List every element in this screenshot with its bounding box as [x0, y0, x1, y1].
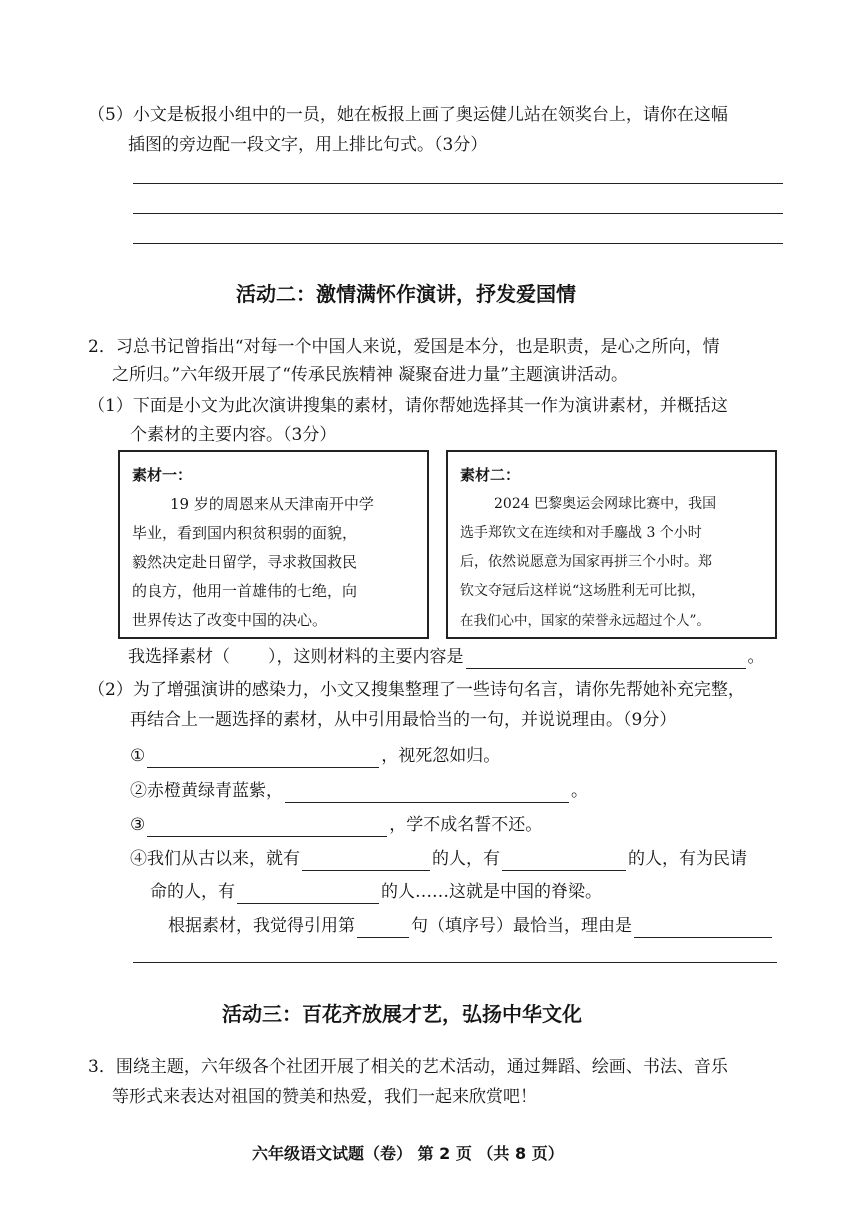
- activity2-title: 活动二：激情满怀作演讲，抒发爱国情: [236, 282, 576, 306]
- item1-blank[interactable]: [147, 749, 379, 768]
- q5-line2: 插图的旁边配一段文字，用上排比句式。（3分）: [128, 135, 488, 155]
- item4-text-a: ④我们从古以来，就有: [130, 849, 300, 869]
- reason-row: [168, 914, 774, 938]
- item3-tail: ，学不成名誓不还。: [389, 815, 543, 835]
- q2-line2: 之所归。”六年级开展了“传承民族精神 凝聚奋进力量”主题演讲活动。: [112, 365, 628, 385]
- choose-text-a: 我选择素材（: [128, 647, 230, 667]
- material2-line: 2024 巴黎奥运会网球比赛中，我国: [494, 496, 717, 512]
- material1-line: 的良方，他用一首雄伟的七绝，向: [132, 582, 358, 600]
- main-content-blank[interactable]: [466, 650, 746, 669]
- material1-box: [118, 450, 429, 639]
- item2-blank[interactable]: [285, 784, 569, 803]
- poem-item-4: [130, 847, 747, 871]
- q2-part1-line2: 个素材的主要内容。（3分）: [130, 425, 337, 445]
- reason-blank-1[interactable]: [634, 919, 772, 938]
- sentence-number-blank[interactable]: [357, 919, 409, 938]
- material1-line: 世界传达了改变中国的决心。: [132, 611, 328, 629]
- q2-part2-line1: （2）为了增强演讲的感染力，小文又搜集整理了一些诗句名言，请你先帮她补充完整，: [88, 680, 745, 700]
- q5-answer-line-3[interactable]: [133, 243, 783, 244]
- q3-line1: 3．围绕主题，六年级各个社团开展了相关的艺术活动，通过舞蹈、绘画、书法、音乐: [88, 1057, 728, 1077]
- q5-answer-line-1[interactable]: [133, 183, 783, 184]
- material1-line: 毕业，看到国内积贫积弱的面貌，: [132, 524, 358, 542]
- item4-text-b: 的人，有: [432, 849, 500, 869]
- item3-blank[interactable]: [147, 818, 387, 837]
- q3-line2: 等形式来表达对祖国的赞美和热爱，我们一起来欣赏吧！: [112, 1087, 537, 1107]
- item4-text-e: 的人……这就是中国的脊梁。: [381, 882, 602, 902]
- choose-text-b: ），这则材料的主要内容是: [268, 647, 464, 667]
- activity3-title: 活动三：百花齐放展才艺，弘扬中华文化: [222, 1002, 582, 1026]
- material2-line: 选手郑钦文在连续和对手鏖战 3 个小时: [460, 525, 702, 541]
- poem-item-4-cont: [150, 880, 602, 904]
- poem-item-3: [130, 813, 542, 837]
- reason-text-a: 根据素材，我觉得引用第: [168, 916, 355, 936]
- reason-text-b: 句（填序号）最恰当，理由是: [411, 916, 632, 936]
- choose-material-row: [128, 645, 765, 669]
- item4-text-c: 的人，有为民请: [628, 849, 747, 869]
- material1-line: 毅然决定赴日留学，寻求救国救民: [132, 553, 358, 571]
- q2-line1: 2．习总书记曾指出“对每一个中国人来说，爱国是本分，也是职责，是心之所向，情: [88, 337, 720, 357]
- poem-item-2: [130, 779, 588, 803]
- item4-blank-1[interactable]: [302, 852, 430, 871]
- item1-number: ①: [130, 746, 146, 766]
- choose-end: 。: [747, 647, 765, 667]
- material1-line: 19 岁的周恩来从天津南开中学: [170, 495, 374, 513]
- q5-line1: （5）小文是板报小组中的一员，她在板报上画了奥运健儿站在领奖台上，请你在这幅: [88, 105, 728, 125]
- item1-tail: ，视死忽如归。: [381, 746, 501, 766]
- item4-text-d: 命的人，有: [150, 882, 235, 902]
- item4-blank-3[interactable]: [237, 885, 379, 904]
- material1-title: 素材一：: [132, 466, 193, 484]
- item2-head: ②赤橙黄绿青蓝紫，: [130, 781, 283, 801]
- material2-line: 钦文夺冠后这样说“这场胜利无可比拟，: [460, 583, 706, 599]
- q5-answer-line-2[interactable]: [133, 213, 783, 214]
- item3-number: ③: [130, 815, 146, 835]
- material-choice-blank[interactable]: [232, 651, 266, 669]
- material2-box: [446, 450, 777, 639]
- material2-title: 素材二：: [460, 466, 521, 484]
- page-footer: 六年级语文试题（卷） 第 2 页 （共 8 页）: [252, 1144, 564, 1163]
- item4-blank-2[interactable]: [502, 852, 626, 871]
- reason-answer-line[interactable]: [133, 962, 777, 963]
- item2-end: 。: [571, 781, 588, 801]
- material2-line: 在我们心中，国家的荣誉永远超过个人”。: [460, 613, 710, 629]
- material2-line: 后，依然说愿意为国家再拼三个小时。郑: [460, 554, 712, 570]
- poem-item-1: [130, 744, 500, 768]
- q2-part1-line1: （1）下面是小文为此次演讲搜集的素材，请你帮她选择其一作为演讲素材，并概括这: [88, 396, 728, 416]
- q2-part2-line2: 再结合上一题选择的素材，从中引用最恰当的一句，并说说理由。（9分）: [130, 710, 677, 730]
